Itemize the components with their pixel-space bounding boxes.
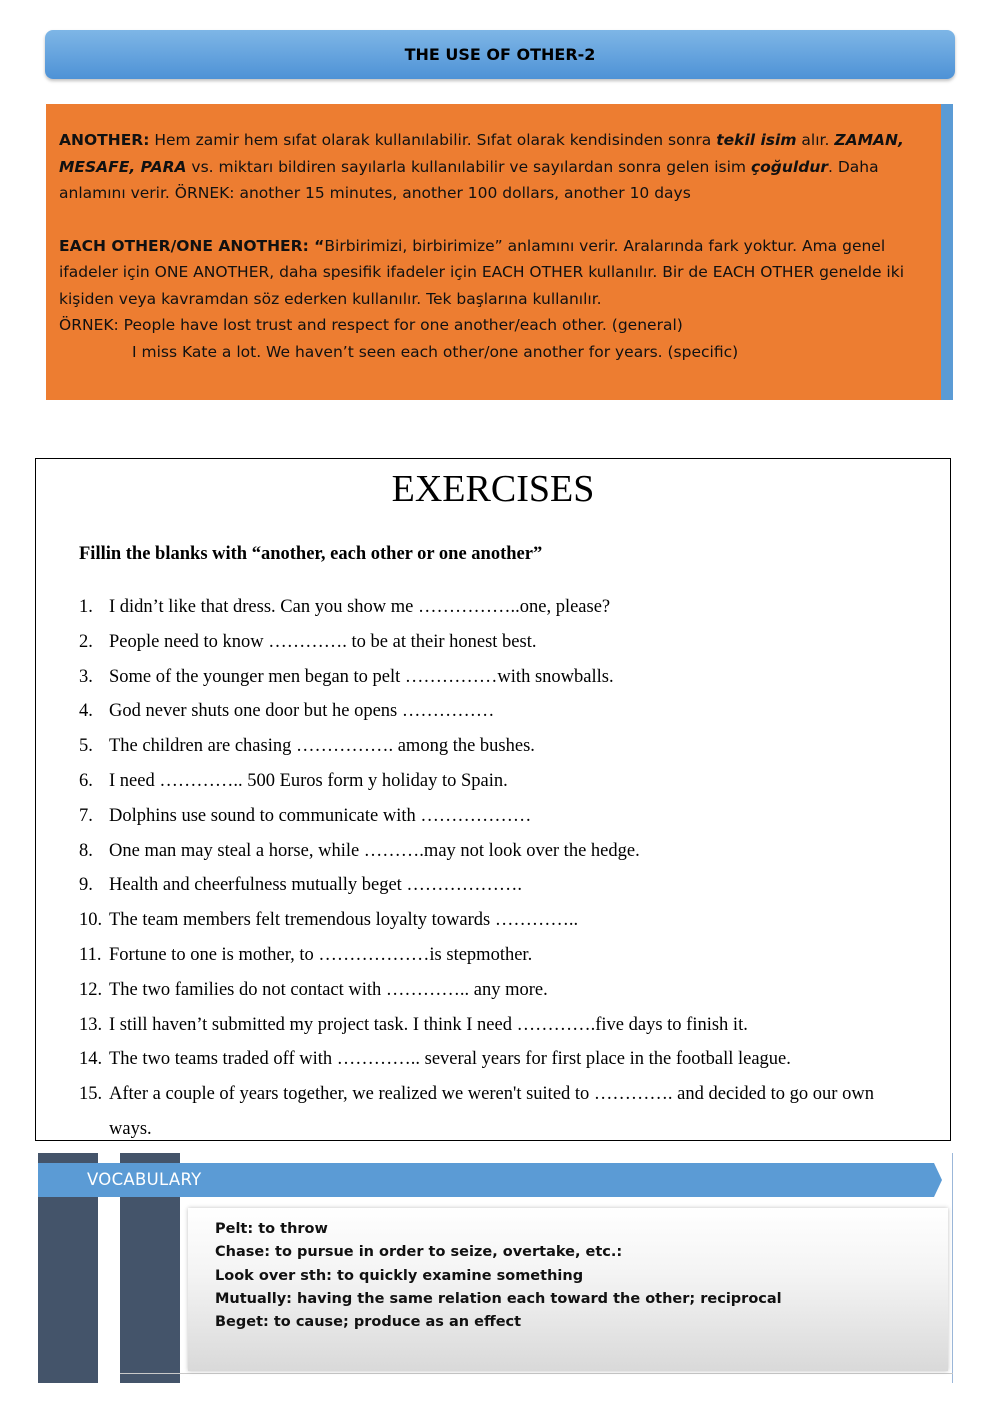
vocabulary-label: VOCABULARY — [87, 1170, 202, 1189]
exercise-item — [79, 1008, 919, 1043]
exercise-item — [79, 625, 919, 660]
each-other-text: Birbirimizi, birbirimize” anlamını verir. Aralarında fark yoktur. Ama genel ifadeler için ONE ANOTHER, daha spesifik ifadeler için EACH OTHER kullanılır. Bir de EACH OTHER genelde iki kişiden veya kavramdan söz ederken kullanılır. Tek başlarına kullanılır. — [59, 236, 905, 308]
another-text: alır. — [796, 131, 835, 149]
item-number: 15. — [79, 1084, 103, 1105]
item-text: Fortune to one is mother, to ………………is stepmother. — [109, 944, 533, 965]
emphasis-plural: çoğuldur — [750, 157, 829, 176]
vocabulary-item: Mutually: having the same relation each toward the other; reciprocal — [215, 1290, 782, 1307]
item-text: God never shuts one door but he opens …………… — [109, 701, 495, 722]
emphasis-singular-noun: tekil isim — [716, 131, 797, 149]
exercise-item — [79, 764, 919, 799]
item-number: 9. — [79, 875, 93, 896]
each-other-term: EACH OTHER/ONE ANOTHER: “ — [59, 236, 325, 255]
grammar-info-box — [46, 104, 941, 400]
item-number: 2. — [79, 631, 93, 652]
item-text: I still haven’t submitted my project task. I think I need ………….five days to finish it. — [109, 1014, 748, 1035]
item-number: 13. — [79, 1014, 103, 1035]
page-title: THE USE OF OTHER-2 — [45, 30, 955, 79]
exercise-item — [79, 660, 919, 695]
exercise-item — [79, 799, 919, 834]
item-number: 12. — [79, 979, 103, 1000]
another-paragraph — [59, 127, 929, 207]
example-specific: I miss Kate a lot. We haven’t seen each other/one another for years. (specific) — [132, 342, 739, 361]
item-number: 11. — [79, 944, 102, 965]
another-text: . Daha anlamını verir. ÖRNEK: another 15 minutes, another 100 dollars, another 10 days — [59, 157, 879, 202]
item-text: People need to know …………. to be at their honest best. — [109, 631, 537, 652]
vocabulary-item: Chase: to pursue in order to seize, overtake, etc.: — [215, 1244, 623, 1261]
item-number: 1. — [79, 597, 93, 617]
exercise-item — [79, 938, 919, 973]
another-text: Hem zamir hem sıfat olarak kullanılabilir. Sıfat olarak kendisinden sonra — [149, 131, 717, 149]
item-text: One man may steal a horse, while ……….may not look over the hedge. — [109, 840, 640, 861]
info-box-accent-stripe — [941, 104, 953, 400]
item-number: 14. — [79, 1049, 103, 1070]
vocabulary-section — [38, 1153, 958, 1385]
exercise-item — [79, 834, 919, 869]
exercise-item — [79, 590, 919, 625]
item-text: I need ………….. 500 Euros form y holiday to Spain. — [109, 770, 508, 791]
emphasis-time-distance-money: ZAMAN, MESAFE, PARA — [59, 131, 904, 176]
exercise-item — [79, 1077, 919, 1147]
vocabulary-item: Pelt: to throw — [215, 1221, 328, 1237]
exercise-item — [79, 973, 919, 1008]
item-text: I didn’t like that dress. Can you show me ……………..one, please? — [109, 597, 611, 617]
item-number: 8. — [79, 840, 93, 861]
exercise-item — [79, 729, 919, 764]
item-number: 3. — [79, 666, 93, 687]
item-text: Some of the younger men began to pelt ……………with snowballs. — [109, 666, 614, 687]
item-text: Health and cheerfulness mutually beget ………………. — [109, 875, 523, 896]
exercises-box — [35, 458, 951, 1141]
exercises-instruction: Fillin the blanks with “another, each other or one another” — [79, 544, 543, 564]
example-general: ÖRNEK: People have lost trust and respect for one another/each other. (general) — [59, 316, 683, 334]
item-text: The two families do not contact with ………….. any more. — [109, 979, 548, 1000]
vocabulary-item: Look over sth: to quickly examine something — [215, 1267, 584, 1284]
item-text: Dolphins use sound to communicate with ……………… — [109, 805, 532, 826]
exercises-title: EXERCISES — [391, 468, 595, 510]
item-text: After a couple of years together, we realized we weren't suited to …………. and decided to go our own ways. — [109, 1084, 874, 1139]
another-term: ANOTHER: — [59, 131, 150, 149]
exercise-item — [79, 1042, 919, 1077]
item-number: 4. — [79, 701, 93, 722]
vocabulary-panel — [188, 1208, 948, 1371]
item-number: 6. — [79, 770, 93, 791]
each-other-paragraph — [59, 233, 929, 313]
exercise-item — [79, 903, 919, 938]
item-text: The children are chasing ……………. among the bushes. — [109, 736, 535, 757]
item-number: 7. — [79, 805, 93, 826]
vocabulary-list — [215, 1218, 782, 1334]
exercise-item — [79, 694, 919, 729]
decorative-line — [952, 1153, 953, 1383]
item-number: 10. — [79, 910, 103, 931]
another-text: vs. miktarı bildiren sayılarla kullanılabilir ve sayılardan sonra gelen isim — [186, 157, 751, 176]
item-text: The team members felt tremendous loyalty towards ………….. — [109, 910, 579, 931]
item-number: 5. — [79, 736, 93, 757]
decorative-line — [120, 1373, 953, 1374]
item-text: The two teams traded off with ………….. several years for first place in the football league. — [109, 1049, 791, 1070]
exercise-item — [79, 868, 919, 903]
exercise-list — [79, 590, 919, 1147]
vocabulary-item: Beget: to cause; produce as an effect — [215, 1314, 522, 1331]
